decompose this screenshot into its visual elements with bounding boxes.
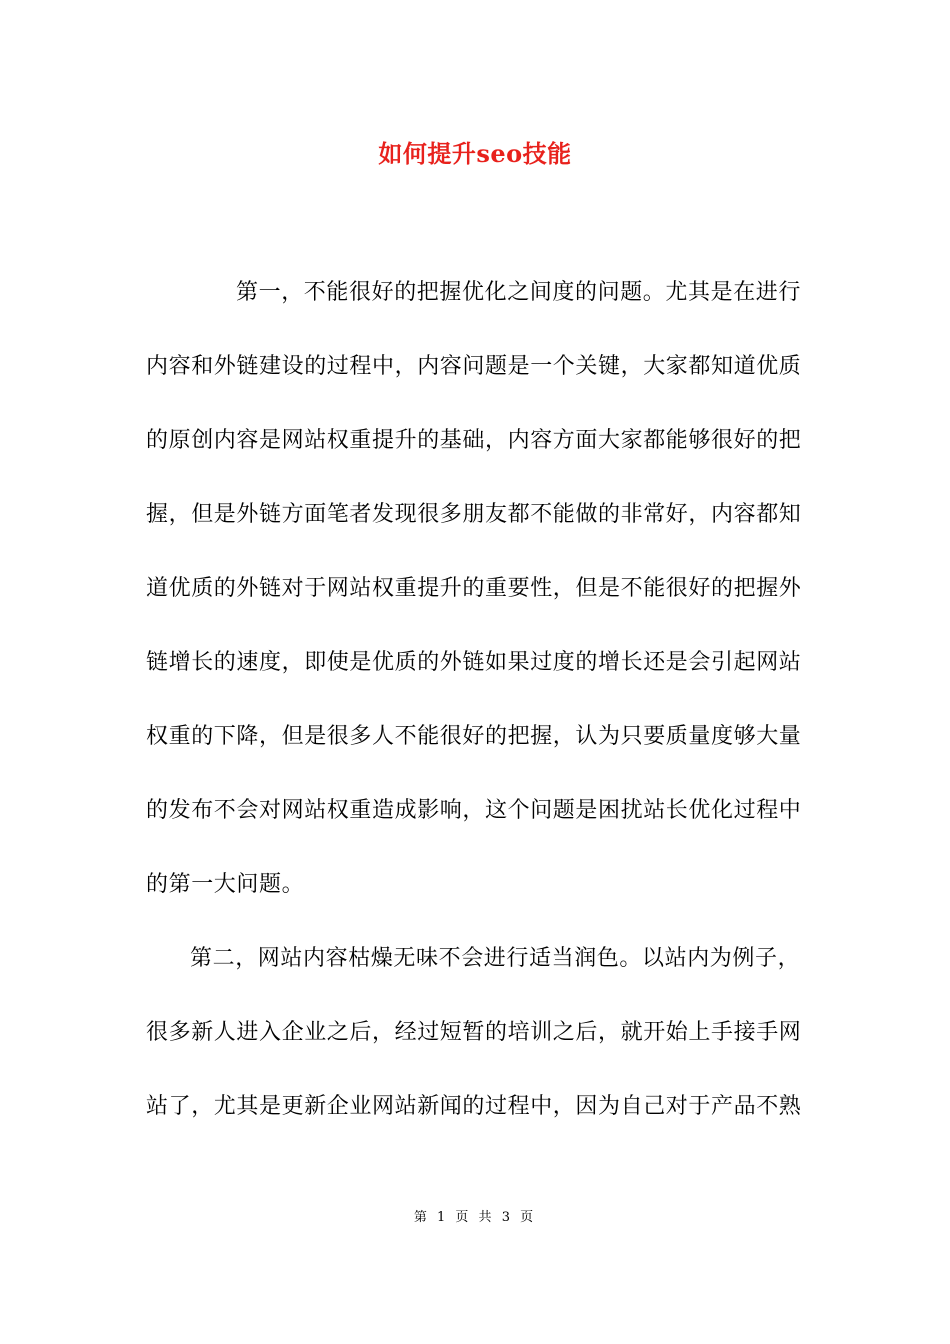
paragraph-1-line-1: 第一，不能很好的把握优化之间度的问题。尤其是在进行 — [236, 280, 802, 305]
paragraph-2-line-3: 站了，尤其是更新企业网站新闻的过程中，因为自己对于产品不熟 — [146, 1094, 802, 1119]
paragraph-2-line-2: 很多新人进入企业之后，经过短暂的培训之后，就开始上手接手网 — [146, 1020, 802, 1045]
document-title: 如何提升seo技能 — [378, 139, 572, 168]
paragraph-1-line-4: 握，但是外链方面笔者发现很多朋友都不能做的非常好，内容都知 — [146, 502, 802, 527]
paragraph-1-line-3: 的原创内容是网站权重提升的基础，内容方面大家都能够很好的把 — [146, 428, 802, 453]
paragraph-1-line-8: 的发布不会对网站权重造成影响，这个问题是困扰站长优化过程中 — [146, 798, 802, 823]
paragraph-1-line-2: 内容和外链建设的过程中，内容问题是一个关键，大家都知道优质 — [146, 354, 802, 379]
paragraph-2-line-1: 第二，网站内容枯燥无味不会进行适当润色。以站内为例子， — [190, 946, 801, 971]
page-footer: 第 1 页 共 3 页 — [413, 1210, 537, 1225]
paragraph-1-line-9: 的第一大问题。 — [146, 872, 305, 897]
paragraph-1-line-5: 道优质的外链对于网站权重提升的重要性，但是不能很好的把握外 — [146, 576, 802, 601]
paragraph-1-line-6: 链增长的速度，即使是优质的外链如果过度的增长还是会引起网站 — [146, 650, 802, 675]
paragraph-1-line-7: 权重的下降，但是很多人不能很好的把握，认为只要质量度够大量 — [146, 724, 802, 749]
